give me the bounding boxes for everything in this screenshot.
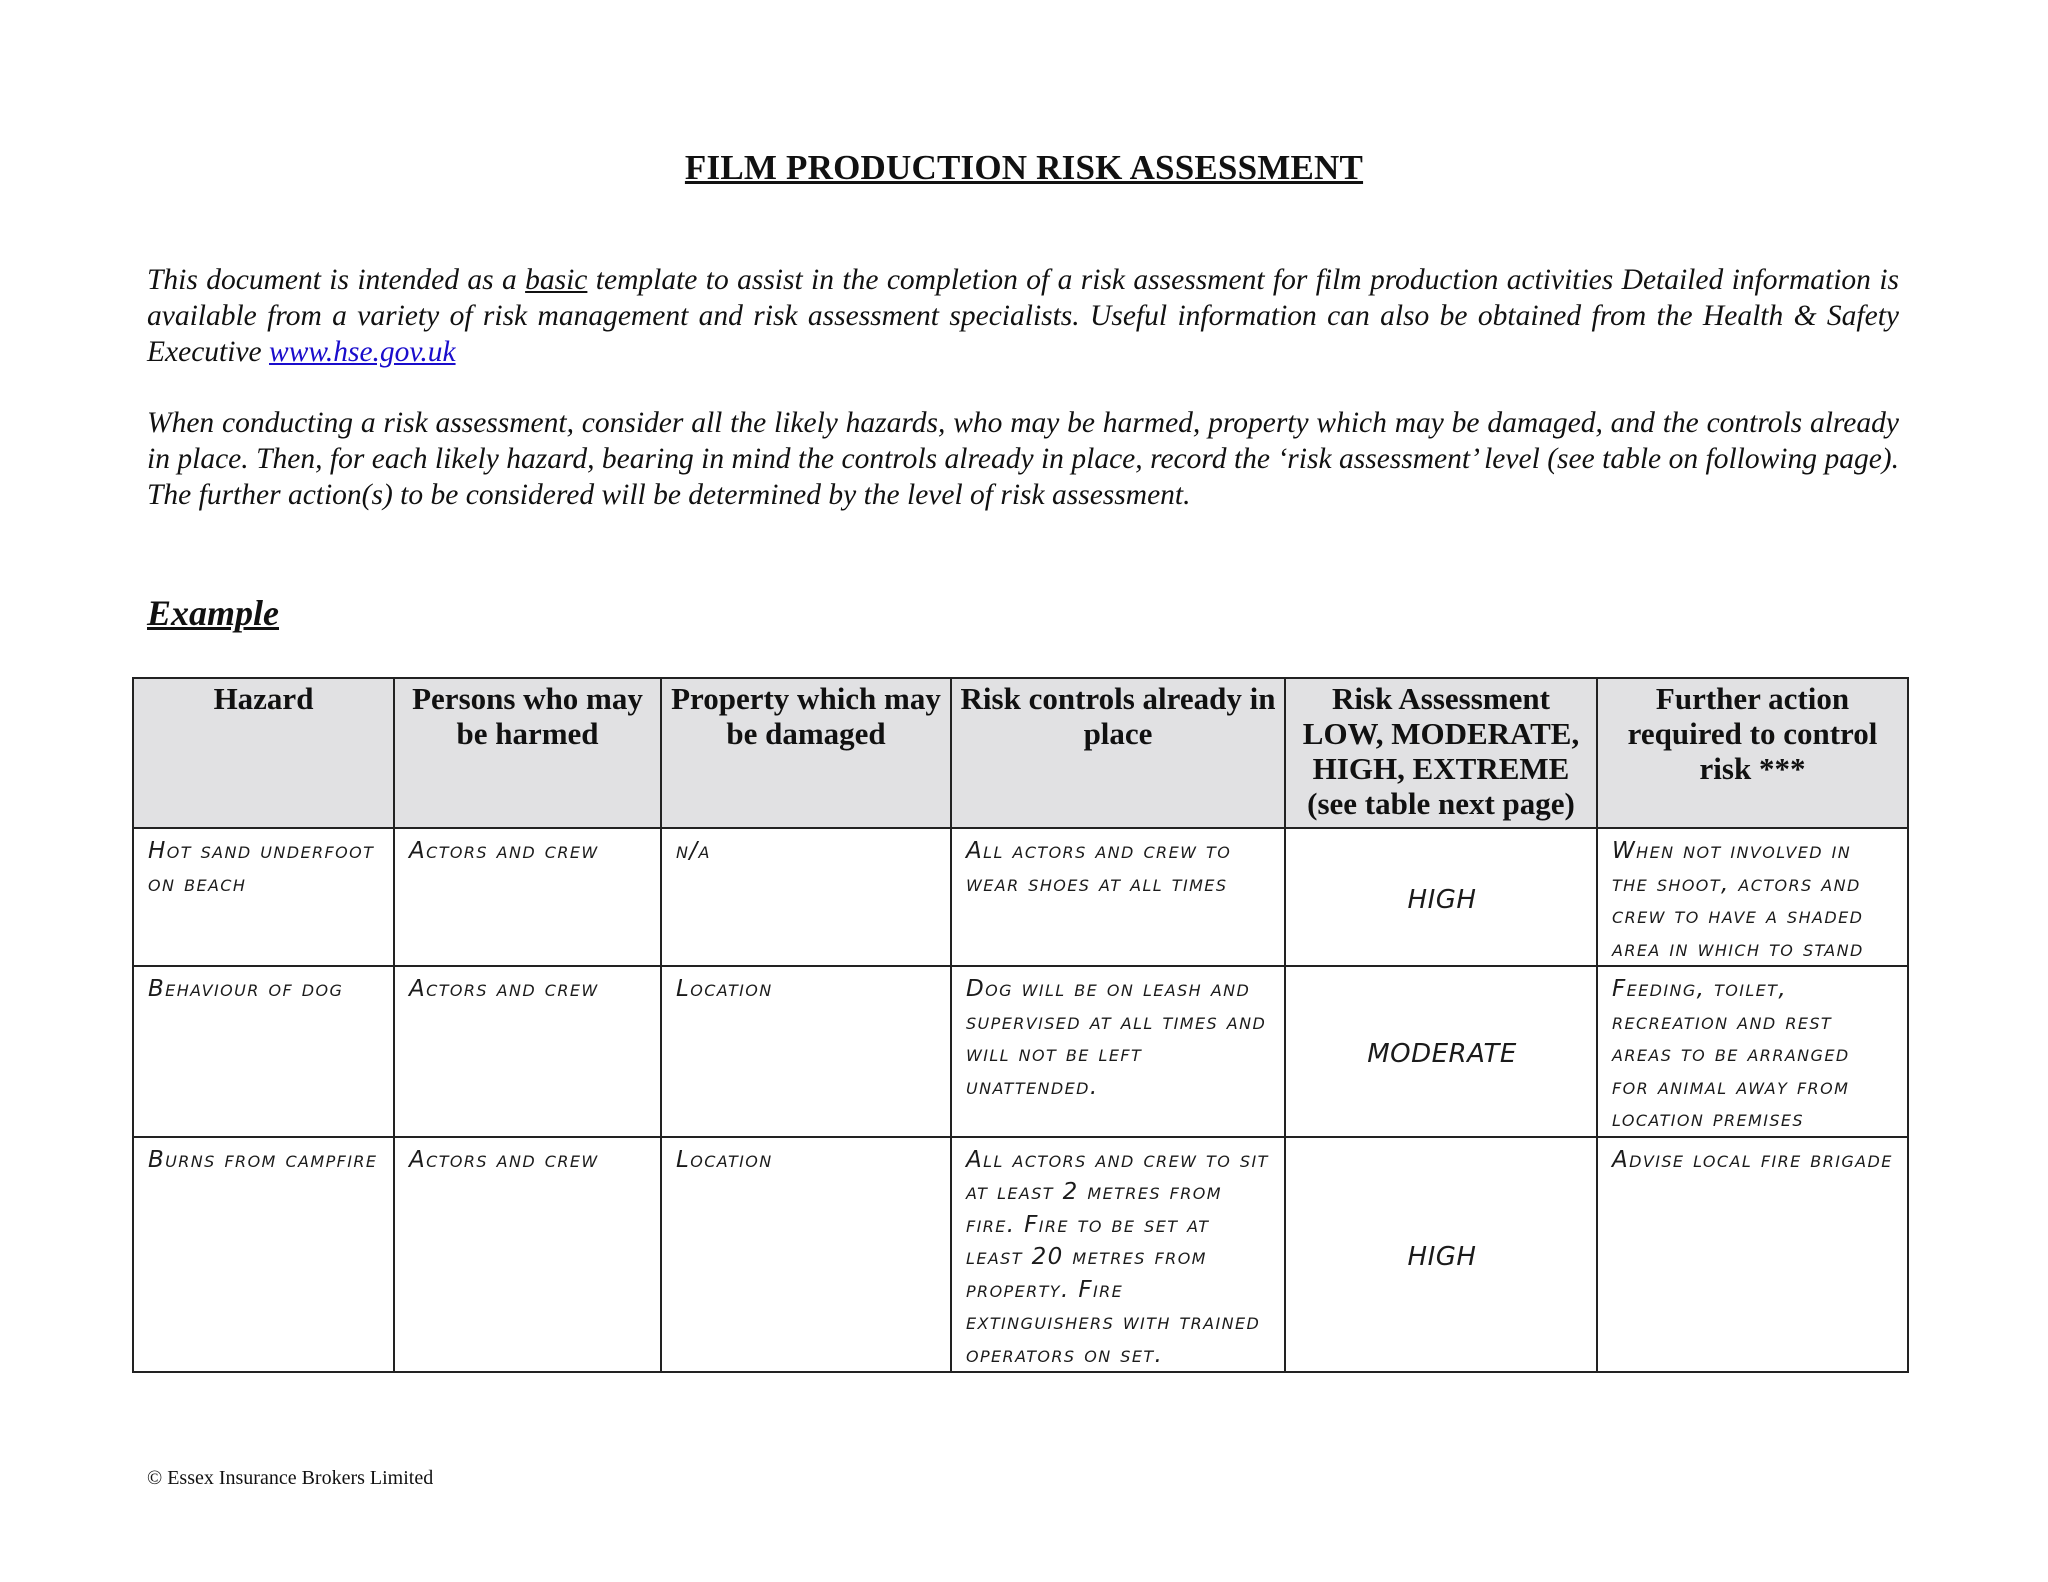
intro-paragraph (147, 262, 1899, 370)
cell-further-action: Feeding, toilet, recreation and rest areas to be arranged for animal away from location premises (1597, 966, 1908, 1137)
cell-hazard: Behaviour of dog (133, 966, 394, 1137)
header-risk-level: Risk Assessment LOW, MODERATE, HIGH, EXTREME (see table next page) (1285, 678, 1597, 828)
header-persons: Persons who may be harmed (394, 678, 661, 828)
header-further-action: Further action required to control risk *** (1597, 678, 1908, 828)
header-hazard: Hazard (133, 678, 394, 828)
header-property: Property which may be damaged (661, 678, 951, 828)
intro-text-end: template to assist in the completion of a risk assessment for film production activities Detailed information is available from a variety of risk management and risk assessment specialists. Useful information can also be obtained from the Health & Safety Executive (147, 264, 1900, 368)
instructions-paragraph: When conducting a risk assessment, consider all the likely hazards, who may be harmed, property which may be damaged, and the controls already in place. Then, for each likely hazard, bearing in mind the controls already in place, record the ‘risk assessment’ level (see table on following page). The further action(s) to be considered will be determined by the level of risk assessment. (147, 407, 1899, 511)
copyright-footer: © Essex Insurance Brokers Limited (147, 1467, 434, 1489)
cell-hazard: Burns from campfire (133, 1137, 394, 1373)
cell-further-action: Advise local fire brigade (1597, 1137, 1908, 1373)
cell-risk-level: HIGH (1285, 1137, 1597, 1373)
cell-persons: Actors and crew (394, 828, 661, 966)
cell-further-action: When not involved in the shoot, actors and crew to have a shaded area in which to stand (1597, 828, 1908, 966)
document-title: FILM PRODUCTION RISK ASSESSMENT (684, 148, 1364, 187)
cell-hazard: Hot sand underfoot on beach (133, 828, 394, 966)
risk-assessment-table (132, 677, 1909, 1373)
cell-property: Location (661, 1137, 951, 1373)
cell-persons: Actors and crew (394, 966, 661, 1137)
header-controls: Risk controls already in place (951, 678, 1285, 828)
table-row (133, 966, 1908, 1137)
table-row (133, 1137, 1908, 1373)
cell-controls: All actors and crew to sit at least 2 metres from fire. Fire to be set at least 20 metres from property. Fire extinguishers with trained operators on set. (951, 1137, 1285, 1373)
table-header-row (133, 678, 1908, 828)
cell-property: Location (661, 966, 951, 1137)
intro-underlined-word: basic (525, 264, 588, 296)
table-row (133, 828, 1908, 966)
intro-text-start: This document is intended as a (147, 264, 526, 296)
hse-link[interactable]: www.hse.gov.uk (269, 336, 456, 368)
cell-risk-level: MODERATE (1285, 966, 1597, 1137)
cell-risk-level: HIGH (1285, 828, 1597, 966)
cell-controls: Dog will be on leash and supervised at all times and will not be left unattended. (951, 966, 1285, 1137)
cell-controls: All actors and crew to wear shoes at all times (951, 828, 1285, 966)
example-heading: Example (147, 593, 279, 633)
cell-persons: Actors and crew (394, 1137, 661, 1373)
cell-property: n/a (661, 828, 951, 966)
